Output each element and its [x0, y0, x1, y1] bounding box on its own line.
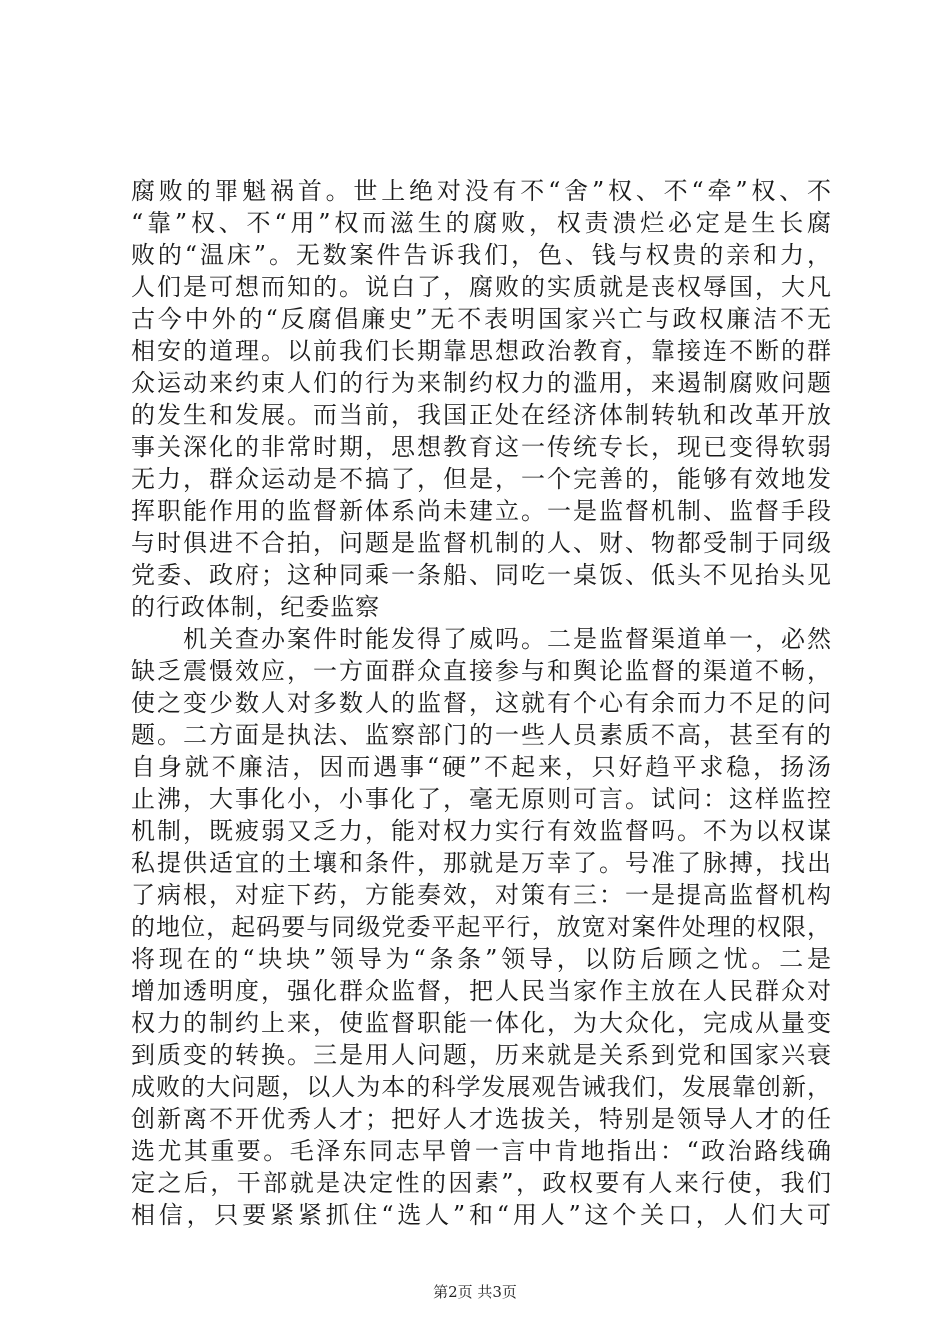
- text-line: 腐败的罪魁祸首。世上绝对没有不“舍”权、不“牵”权、不: [131, 177, 831, 205]
- text-line: 古今中外的“反腐倡廉史”无不表明国家兴亡与政权廉洁不无: [131, 305, 831, 333]
- text-line: 使之变少数人对多数人的监督，这就有个心有余而力不足的问: [131, 689, 831, 717]
- text-line: 定之后，干部就是决定性的因素”，政权要有人来行使，我们: [131, 1169, 831, 1197]
- text-line: 止沸，大事化小，小事化了，毫无原则可言。试问：这样监控: [131, 785, 831, 813]
- text-line: 权力的制约上来，使监督职能一体化，为大众化，完成从量变: [131, 1009, 831, 1037]
- page-number-footer: 第2页 共3页: [433, 1283, 517, 1301]
- text-line: 增加透明度，强化群众监督，把人民当家作主放在人民群众对: [131, 977, 831, 1005]
- text-line: 挥职能作用的监督新体系尚未建立。一是监督机制、监督手段: [131, 497, 831, 525]
- text-line: 败的“温床”。无数案件告诉我们，色、钱与权贵的亲和力，: [131, 241, 831, 269]
- text-line: 事关深化的非常时期，思想教育这一传统专长，现已变得软弱: [131, 433, 831, 461]
- text-line: 相信，只要紧紧抓住“选人”和“用人”这个关口，人们大可: [131, 1201, 831, 1229]
- text-line: 自身就不廉洁，因而遇事“硬”不起来，只好趋平求稳，扬汤: [131, 753, 831, 781]
- text-line: 缺乏震慑效应，一方面群众直接参与和舆论监督的渠道不畅，: [131, 657, 831, 685]
- document-body: [131, 175, 831, 1231]
- text-line: 私提供适宜的土壤和条件，那就是万幸了。号准了脉搏，找出: [131, 849, 831, 877]
- text-line: 的发生和发展。而当前，我国正处在经济体制转轨和改革开放: [131, 401, 831, 429]
- text-line: 的地位，起码要与同级党委平起平行，放宽对案件处理的权限，: [131, 913, 831, 941]
- text-line: 相安的道理。以前我们长期靠思想政治教育，靠接连不断的群: [131, 337, 831, 365]
- text-line: 成败的大问题，以人为本的科学发展观告诫我们，发展靠创新，: [131, 1073, 831, 1101]
- text-line: 机制，既疲弱又乏力，能对权力实行有效监督吗。不为以权谋: [131, 817, 831, 845]
- text-line: 与时俱进不合拍，问题是监督机制的人、财、物都受制于同级: [131, 529, 831, 557]
- text-line: 无力，群众运动是不搞了，但是，一个完善的，能够有效地发: [131, 465, 831, 493]
- text-line: 到质变的转换。三是用人问题，历来就是关系到党和国家兴衰: [131, 1041, 831, 1069]
- text-line: 众运动来约束人们的行为来制约权力的滥用，来遏制腐败问题: [131, 369, 831, 397]
- text-line: 人们是可想而知的。说白了，腐败的实质就是丧权辱国，大凡: [131, 273, 831, 301]
- text-line: 创新离不开优秀人才；把好人才选拔关，特别是领导人才的任: [131, 1105, 831, 1133]
- text-line: 了病根，对症下药，方能奏效，对策有三：一是提高监督机构: [131, 881, 831, 909]
- text-line: “靠”权、不“用”权而滋生的腐败，权责溃烂必定是生长腐: [131, 209, 831, 237]
- paragraph-start-line: 机关查办案件时能发得了威吗。二是监督渠道单一，必然: [131, 625, 831, 653]
- text-line: 将现在的“块块”领导为“条条”领导，以防后顾之忧。二是: [131, 945, 831, 973]
- text-line: 党委、政府；这种同乘一条船、同吃一桌饭、低头不见抬头见: [131, 561, 831, 589]
- text-line: 的行政体制，纪委监察: [131, 593, 380, 621]
- text-line: 题。二方面是执法、监察部门的一些人员素质不高，甚至有的: [131, 721, 831, 749]
- text-line: 选尤其重要。毛泽东同志早曾一言中肯地指出：“政治路线确: [131, 1137, 831, 1165]
